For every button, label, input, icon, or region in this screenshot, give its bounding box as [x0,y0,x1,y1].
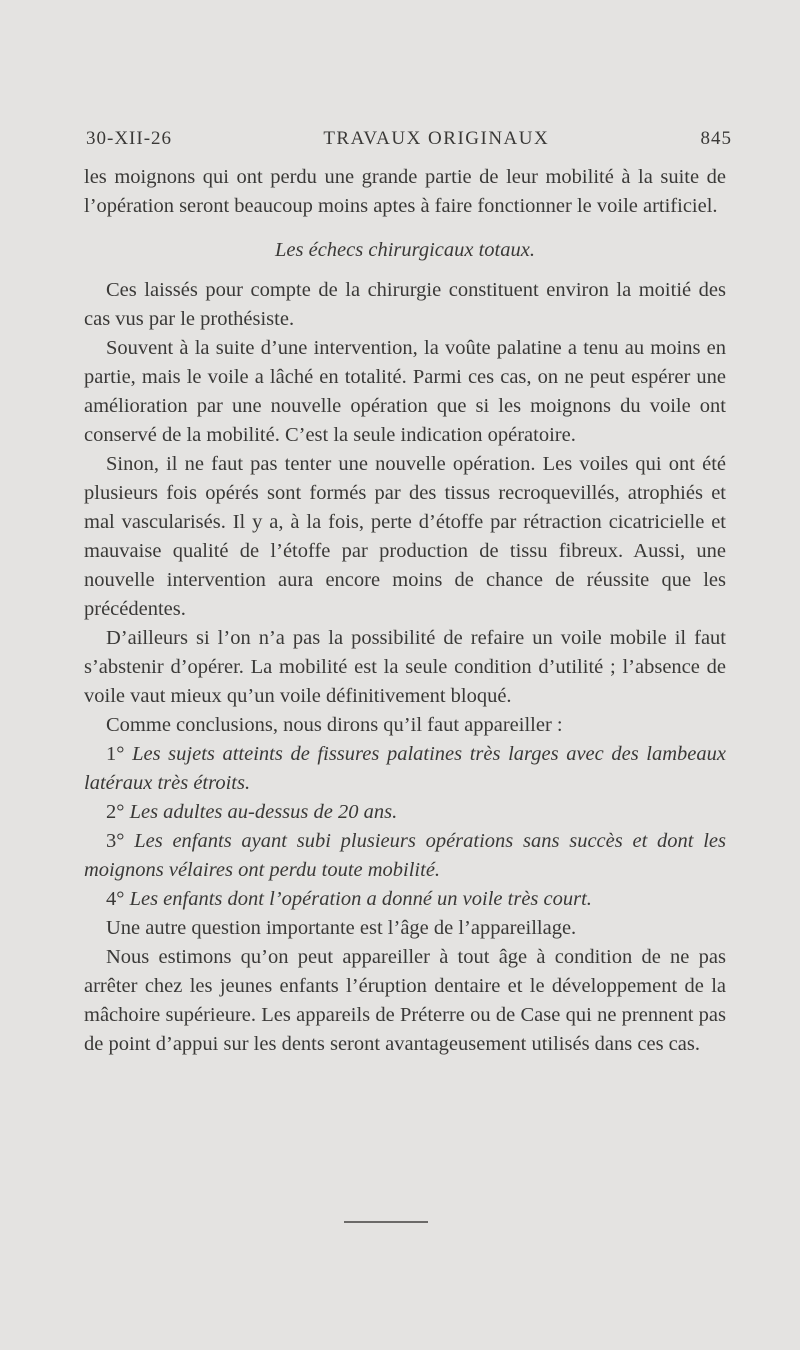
list-text: Les adultes au-dessus de 20 ans. [129,801,398,823]
paragraph: Nous estimons qu’on peut appareiller à tout âge à condition de ne pas arrêter chez les jeunes enfants l’éruption dentaire et le développement de la mâchoire supérieure. Les appareils de Préterre ou de Case qui ne prennent pas de point d’appui sur les dents seront avantageusement utilisés dans ces cas. [84,946,726,1055]
paragraph: Sinon, il ne faut pas tenter une nouvelle opération. Les voiles qui ont été plusieurs fois opérés sont formés par des tissus recroquevillés, atrophiés et mal vascularisés. Il y a, à la fois, perte d’étoffe par rétraction cicatricielle et mauvaise qualité de l’étoffe par production de tissu fibreux. Aussi, une nouvelle intervention aura encore moins de chance de réussite que les précédentes. [84,453,726,620]
paragraph: Comme conclusions, nous dirons qu’il faut appareiller : [106,714,563,736]
paragraph: D’ailleurs si l’on n’a pas la possibilité de refaire un voile mobile il faut s’abstenir d’opérer. La mobilité est la seule condition d’utilité ; l’absence de voile vaut mieux qu’un voile définitivement bloqué. [84,627,726,707]
paragraph-continuation: les moignons qui ont perdu une grande partie de leur mobilité à la suite de l’opération seront beaucoup moins aptes à faire fonctionner le voile artificiel. [84,166,726,217]
running-header [86,128,732,150]
body-text [84,163,726,1059]
list-text: Les enfants ayant subi plusieurs opérations sans succès et dont les moignons vélaires ont perdu toute mobilité. [84,830,726,881]
list-number: 4° [106,888,125,910]
list-item [84,798,726,827]
list-text: Les enfants dont l’opération a donné un voile très court. [129,888,592,910]
list-text: Les sujets atteints de fissures palatines très larges avec des lambeaux latéraux très étroits. [84,743,727,794]
paragraph: Une autre question importante est l’âge de l’appareillage. [106,917,577,939]
list-item [84,740,726,798]
paragraph: Souvent à la suite d’une intervention, la voûte palatine a tenu au moins en partie, mais le voile a lâché en totalité. Parmi ces cas, on ne peut espérer une amélioration par une nouvelle opération que si les moignons du voile ont conservé de la mobilité. C’est la seule indication opératoire. [84,337,726,446]
list-number: 1° [106,743,125,765]
list-item [84,885,726,914]
header-date: 30-XII-26 [86,128,173,149]
page-number: 845 [700,128,732,149]
list-number: 3° [106,830,125,852]
paragraph: Ces laissés pour compte de la chirurgie constituent environ la moitié des cas vus par le prothésiste. [84,279,726,330]
header-title: TRAVAUX ORIGINAUX [323,128,550,149]
section-title: Les échecs chirurgicaux totaux. [275,239,535,261]
end-rule-divider [344,1221,428,1223]
list-number: 2° [106,801,125,823]
list-item [84,827,726,885]
